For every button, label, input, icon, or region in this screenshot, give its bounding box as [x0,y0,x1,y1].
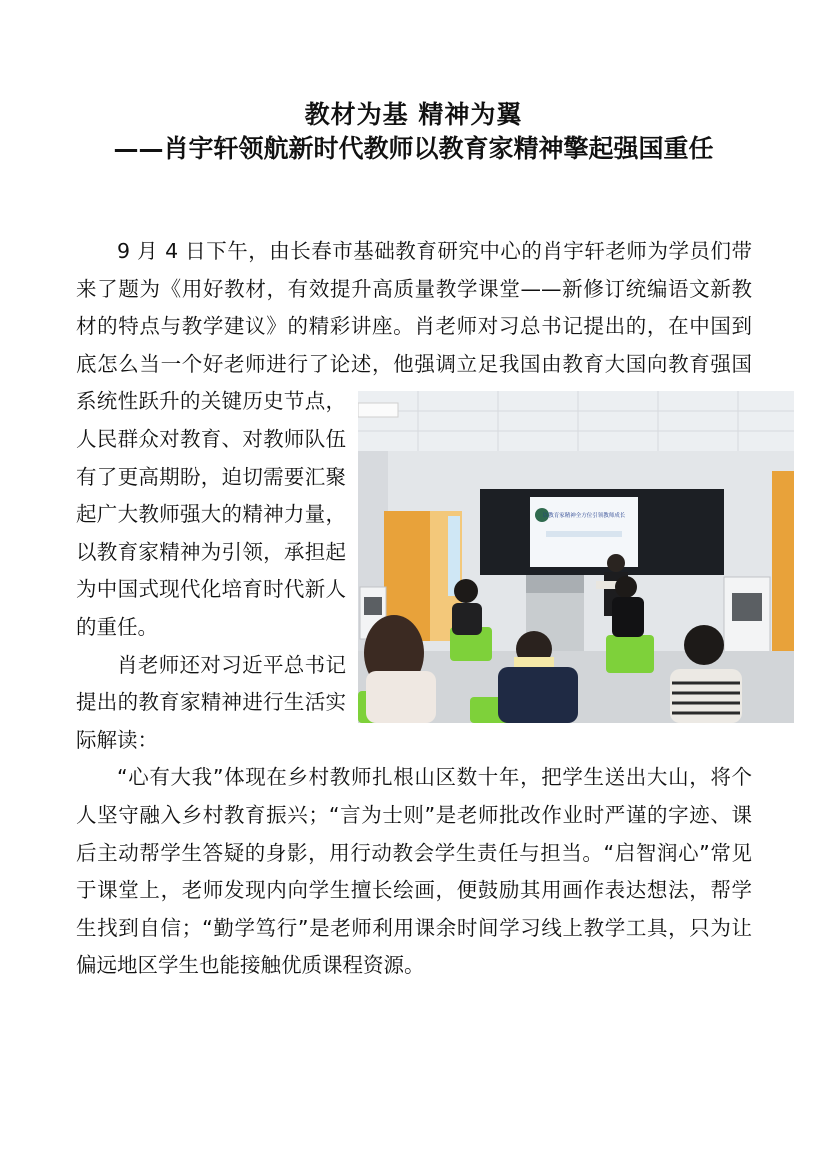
document-subtitle: ——肖宇轩领航新时代教师以教育家精神擎起强国重任 [113,134,714,163]
paragraph-2: 肖老师还对习近平总书记提出的教育家精神进行生活实际解读： [76,652,346,752]
lecture-photo [358,391,794,723]
paragraph-1-text-b: 国向教育强国系统性跃升的关键历史节点，人民群众对教育、对教师队伍有了更高期盼，迫切需要汇聚起广大教师强大的精神力量，以教育家精神为引领，承担起为中国式现代化培育时代新人的重任。 [76,351,753,639]
document-title: 教材为基 精神为翼 [304,100,523,129]
paragraph-1 [76,233,752,647]
projection-screen-text: 以教育家精神全方位引领教师成长 [542,513,626,520]
article-body [76,233,752,985]
classroom-lecture-image [358,391,794,723]
title-block [60,98,767,166]
paragraph-1-text-a: 9 月 4 日下午，由长春市基础教育研究中心的肖宇轩老师为学员们带来了题为《用好教材，有效提升高质量教学课堂——新修订统编语文新教材的特点与教学建议》的精彩讲座。肖老师对习总书记提出的，在中国到底怎么当一个好老师进行了论述，他强调立足我国由教育大 [76,239,752,376]
paragraph-3: “心有大我”体现在乡村教师扎根山区数十年，把学生送出大山，将个人坚守融入乡村教育振兴；“言为士则”是老师批改作业时严谨的字迹、课后主动帮学生答疑的身影，用行动教会学生责任与担当。“启智润心”常见于课堂上，老师发现内向学生擅长绘画，便鼓励其用画作表达想法，帮学生找到自信；“勤学笃行”是老师利用课余时间学习线上教学工具，只为让偏远地区学生也能接触优质课程资源。 [76,765,752,978]
